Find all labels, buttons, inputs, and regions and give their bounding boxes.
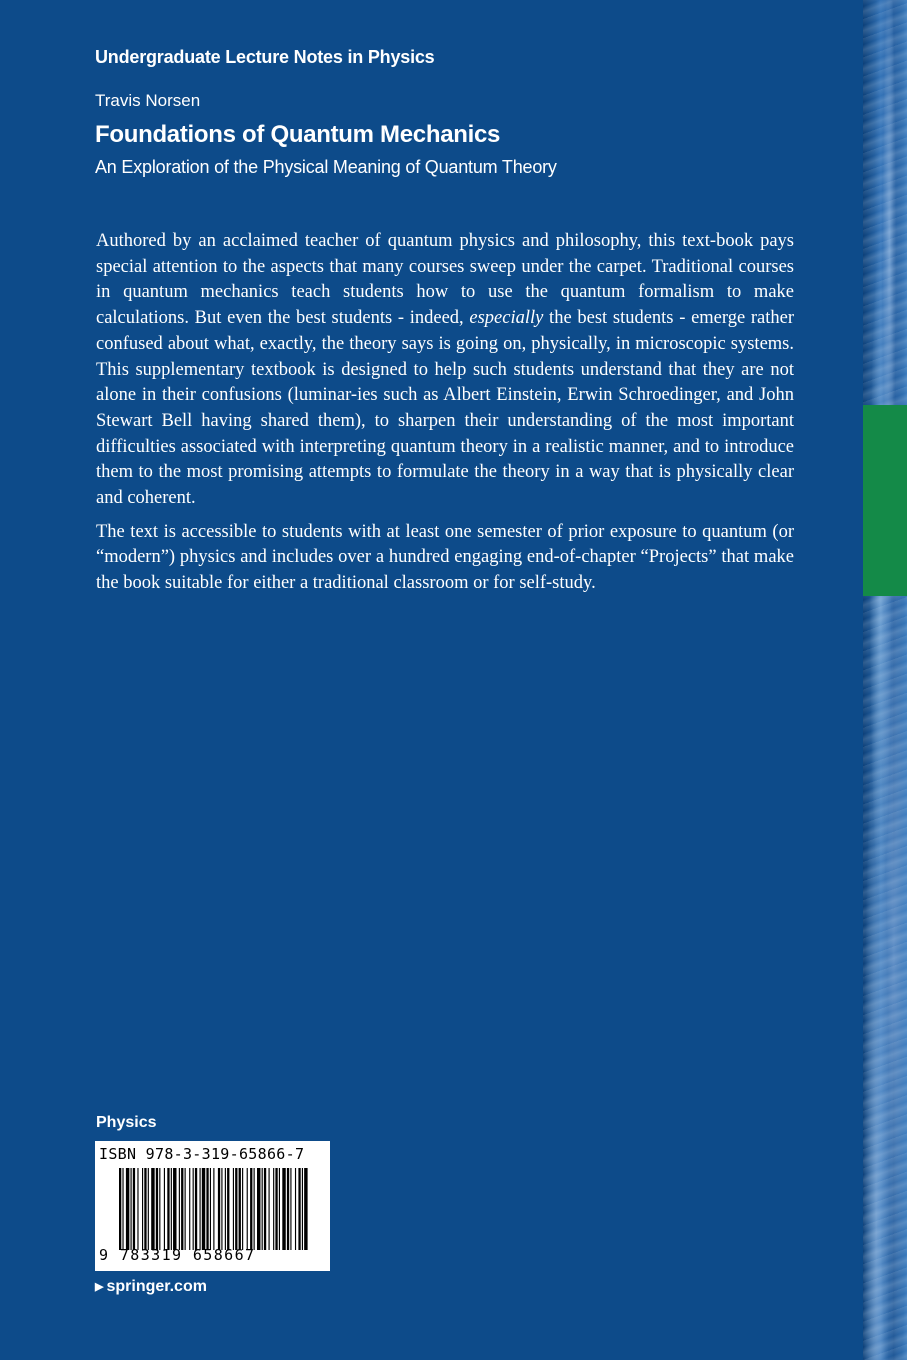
blurb-paragraph-1: Authored by an acclaimed teacher of quantum physics and philosophy, this text-book pays special attention to the aspects that many courses sweep under the carpet. Traditional courses in quantum mechanics teach students how to use the quantum formalism to make calculations. But even the best students - indeed, especially the best students - emerge rather confused about what, exactly, the theory says is going on, physically, in microscopic systems. This supplementary textbook is designed to help such students understand that they are not alone in their confusions (luminar-ies such as Albert Einstein, Erwin Schroedinger, and John Stewart Bell having shared them), to sharpen their understanding of the most important difficulties associated with interpreting quantum theory in a realistic manner, and to introduce them to the most promising attempts to formulate the theory in a way that is physically clear and coherent. — [96, 231, 795, 509]
barcode-bar — [144, 1168, 146, 1250]
barcode-bar — [304, 1168, 307, 1250]
arrow-icon: ▶ — [95, 1281, 104, 1293]
barcode-bar — [126, 1168, 129, 1250]
barcode-bar — [282, 1168, 285, 1250]
blurb-paragraph-2: The text is accessible to students with at least one semester of prior exposure to quantum (or “modern”) physics and includes over a hundred engaging end-of-chapter “Projects” that make the book suitable for either a traditional classroom or for self-study. — [96, 521, 794, 594]
barcode-bar — [171, 1168, 172, 1250]
barcode-bar — [193, 1168, 194, 1250]
barcode-bar — [142, 1168, 143, 1250]
barcode-bar — [275, 1168, 277, 1250]
blurb — [96, 229, 794, 605]
barcode-bar — [159, 1168, 160, 1250]
barcode-bar — [269, 1168, 270, 1250]
barcode-bar — [298, 1168, 300, 1250]
barcode-bar — [189, 1168, 190, 1250]
spine-artwork — [863, 0, 907, 1360]
barcode-bar — [133, 1168, 135, 1250]
barcode-bar — [200, 1168, 201, 1250]
series-name: Undergraduate Lecture Notes in Physics — [95, 47, 435, 67]
barcode-bar — [287, 1168, 289, 1250]
barcode-bar — [254, 1168, 255, 1250]
barcode-bar — [250, 1168, 252, 1250]
isbn-barcode — [95, 1141, 330, 1271]
barcode-bar — [225, 1168, 226, 1250]
barcode-bar — [148, 1168, 149, 1250]
barcode-bar — [295, 1168, 296, 1250]
book-title: Foundations of Quantum Mechanics — [95, 121, 501, 148]
barcode-bar — [235, 1168, 237, 1250]
barcode-bar — [213, 1168, 214, 1250]
barcode-bar — [156, 1168, 158, 1250]
barcode-bar — [264, 1168, 266, 1250]
barcode-bar — [185, 1168, 186, 1250]
barcode-bar — [302, 1168, 303, 1250]
barcode-bar — [119, 1168, 121, 1250]
barcode-bar — [179, 1168, 180, 1250]
barcode-bar — [122, 1168, 123, 1250]
barcode-bar — [181, 1168, 183, 1250]
author-name: Travis Norsen — [95, 91, 201, 110]
spine-color-band — [863, 405, 907, 596]
isbn-label: ISBN 978-3-319-65866-7 — [99, 1145, 305, 1163]
book-subtitle: An Exploration of the Physical Meaning of Quantum Theory — [95, 157, 557, 177]
barcode-bar — [173, 1168, 176, 1250]
subject-category: Physics — [96, 1114, 157, 1131]
barcode-bar — [218, 1168, 220, 1250]
barcode-bar — [221, 1168, 222, 1250]
barcode-bar — [290, 1168, 291, 1250]
barcode-bar — [247, 1168, 248, 1250]
barcode-bar — [242, 1168, 243, 1250]
barcode-bar — [195, 1168, 197, 1250]
barcode-bar — [137, 1168, 138, 1250]
publisher-website: ▶ springer.com — [95, 1278, 207, 1295]
barcode-bar — [257, 1168, 260, 1250]
barcode-bar — [131, 1168, 132, 1250]
barcode-bar — [279, 1168, 280, 1250]
barcode-bar — [151, 1168, 154, 1250]
barcode-bar — [202, 1168, 205, 1250]
barcode-bar — [233, 1168, 234, 1250]
barcode-bar — [273, 1168, 274, 1250]
barcode-bar — [210, 1168, 211, 1250]
barcode-bar — [239, 1168, 241, 1250]
barcode-bar — [227, 1168, 229, 1250]
barcode-bar — [167, 1168, 169, 1250]
barcode-bar — [262, 1168, 263, 1250]
barcode-digits: 9 783319 658667 — [99, 1246, 256, 1264]
barcode-bar — [164, 1168, 165, 1250]
barcode-bars — [119, 1168, 309, 1250]
barcode-bar — [206, 1168, 208, 1250]
